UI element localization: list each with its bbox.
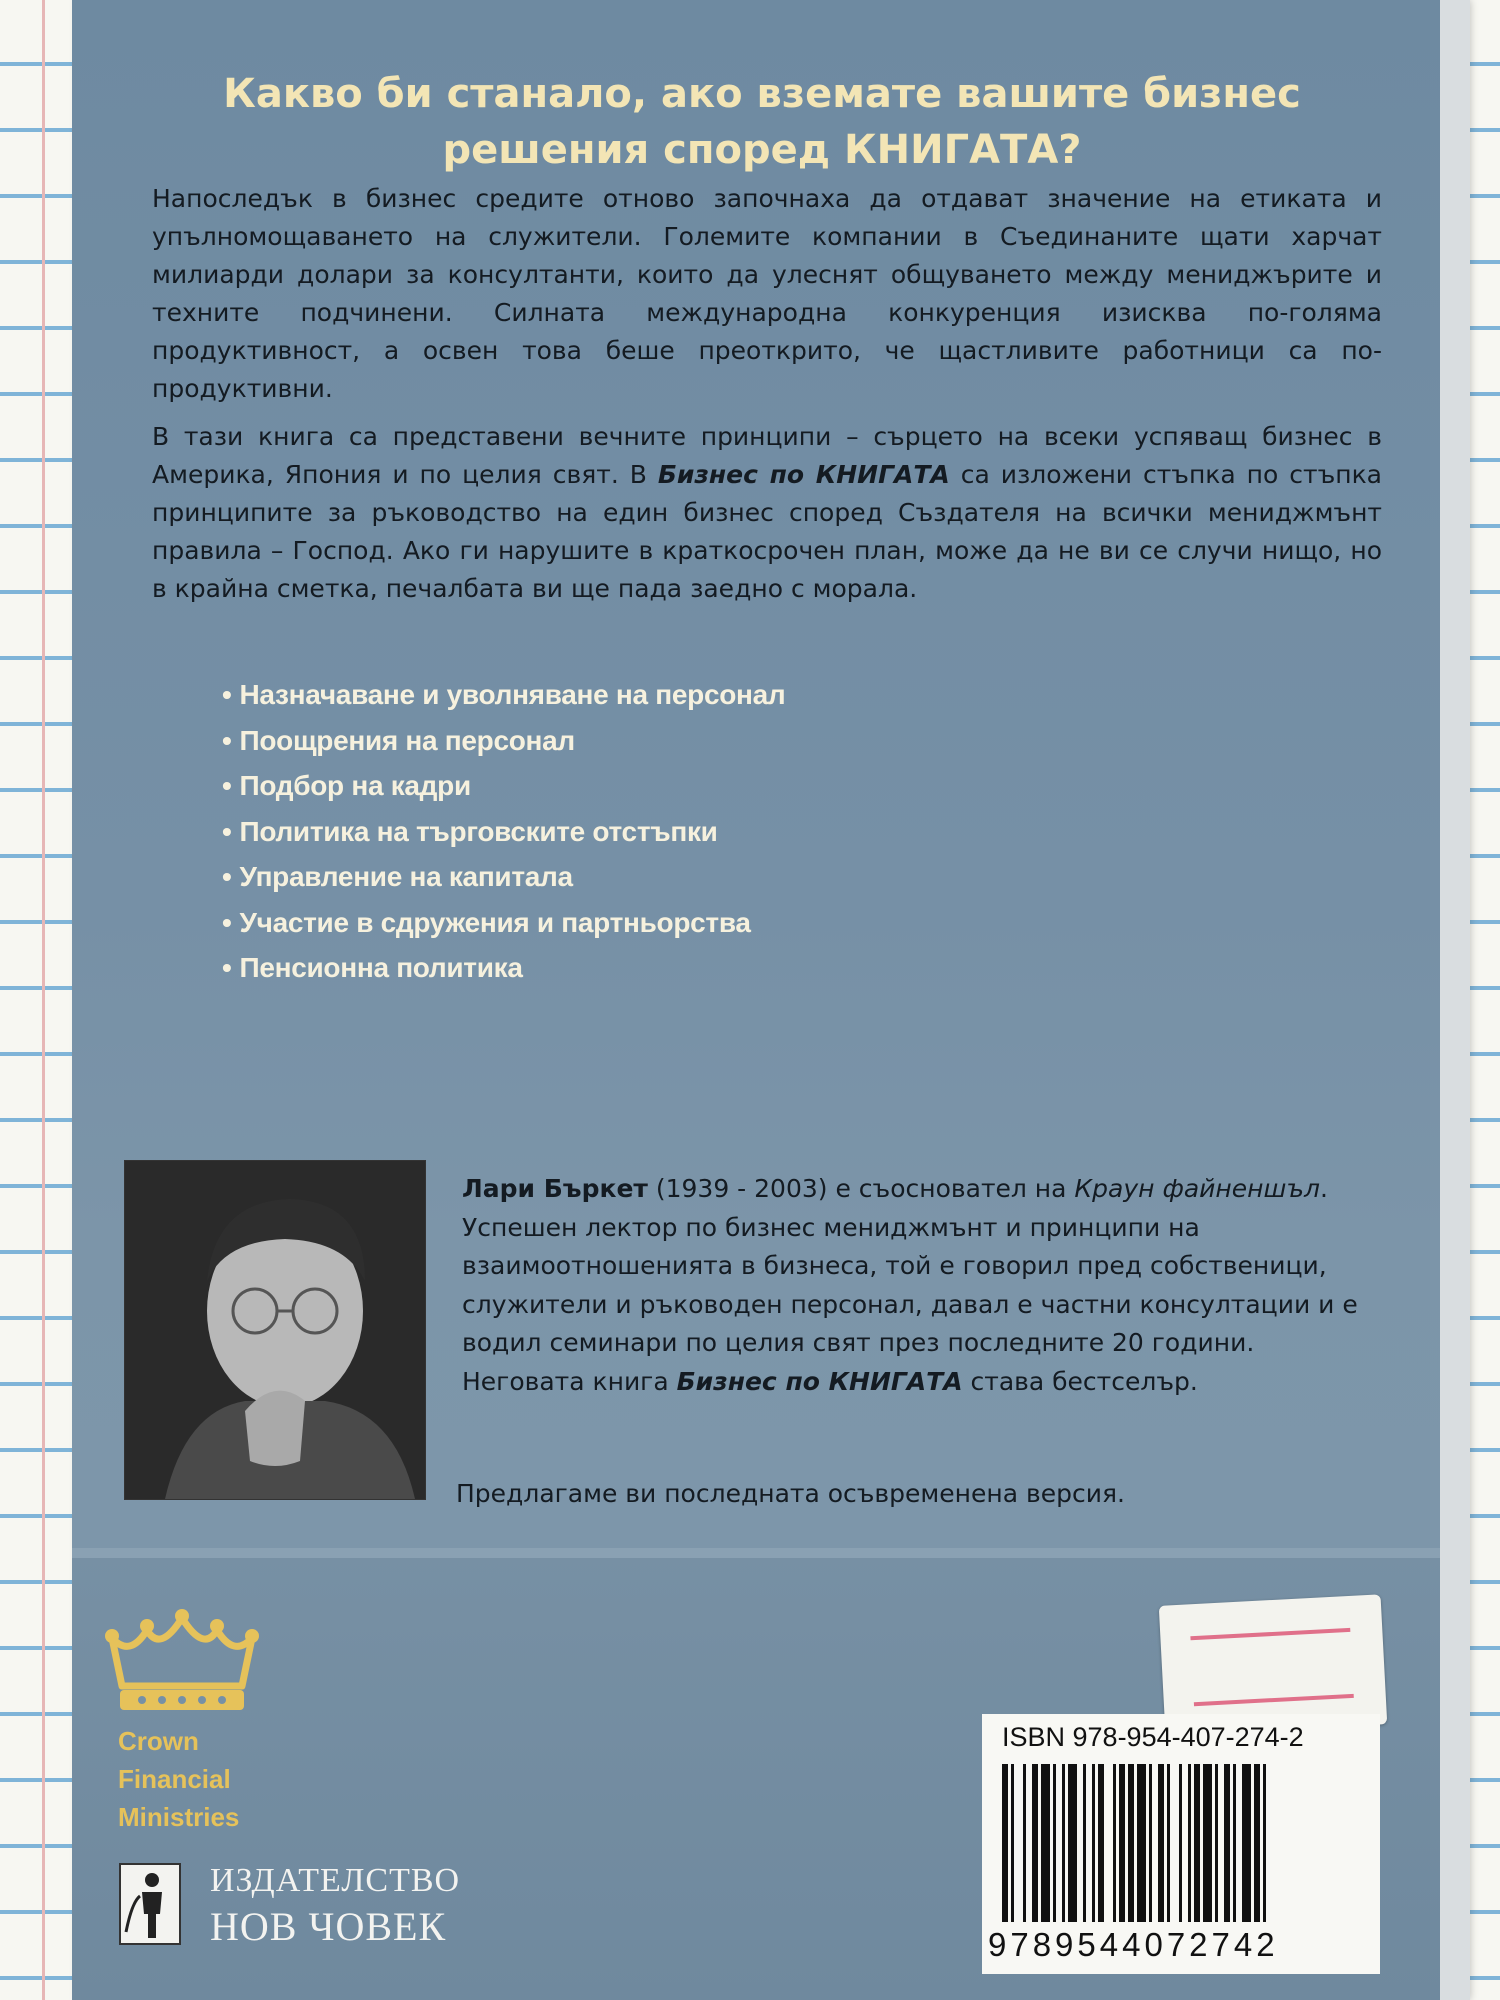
barcode-bar — [1263, 1764, 1266, 1922]
crown-financial-ministries-text — [118, 1722, 239, 1836]
barcode-bar — [1068, 1764, 1077, 1922]
principles-paragraph-end: са изложени стъпка по стъпка принципите за ръководство на един бизнес според Създателя на всички мениджмънт правила – Господ. Ако ги нарушите в краткосрочен план, може да не ви се случи нищо, но в крайна сметка, печалбата ви ще пада заедно с морала. — [152, 460, 1382, 603]
bio-text-2: става бестселър. — [962, 1366, 1198, 1396]
bio-text-1: . Успешен лектор по бизнес мениджмънт и принципи на взаимоотношенията в бизнеса, той е говорил пред собственици, служители и ръководен персонал, давал е частни консултации и е водил семинари по целия свят през последните 20 години. Неговата книга — [462, 1174, 1358, 1396]
author-name: Лари Бъркет — [462, 1174, 648, 1203]
barcode-bar — [1254, 1764, 1260, 1922]
crown-text-line-2: Financial — [118, 1764, 231, 1794]
edition-note: Предлагаме ви последната осъвременена версия. — [456, 1479, 1125, 1508]
list-item: • Пенсионна политика — [222, 952, 523, 983]
barcode-bar — [1215, 1764, 1218, 1922]
paper-margin-line — [42, 0, 45, 2000]
barcode — [1002, 1764, 1362, 1922]
barcode-bar — [1053, 1764, 1056, 1922]
barcode-bar — [1062, 1764, 1065, 1922]
barcode-bar — [1023, 1764, 1026, 1922]
list-item: • Назначаване и уволняване на персонал — [222, 679, 786, 710]
barcode-bar — [1167, 1764, 1170, 1922]
isbn-number: ISBN 978-954-407-274-2 — [1002, 1722, 1304, 1752]
barcode-bar — [1092, 1764, 1095, 1922]
price-sticker-line — [1194, 1694, 1354, 1706]
bio-years: (1939 - 2003) е съосновател на — [647, 1174, 1075, 1203]
author-bio — [462, 1170, 1382, 1401]
principles-paragraph-start: В тази книга са представени вечните принципи – сърцето на всеки успяващ бизнес в Америка, Япония и по целия свят. В — [152, 422, 1382, 489]
barcode-bar — [1224, 1764, 1230, 1922]
price-sticker-line — [1190, 1628, 1350, 1640]
headline-line-1: Какво би станало, ако вземате вашите бизнес — [223, 71, 1301, 117]
barcode-bar — [1002, 1764, 1008, 1922]
book-back-cover — [72, 0, 1464, 2000]
crown-text-line-1: Crown — [118, 1726, 199, 1756]
barcode-bar — [1194, 1764, 1200, 1922]
organization-name: Краун файненшъл — [1074, 1174, 1320, 1203]
list-item: • Управление на капитала — [222, 861, 573, 892]
list-item: • Политика на търговските отстъпки — [222, 815, 718, 847]
barcode-bar — [1188, 1764, 1191, 1922]
headline-line-2: решения според КНИГАТА? — [442, 127, 1082, 173]
bottom-band-edge — [72, 1548, 1464, 1558]
barcode-bar — [1113, 1764, 1116, 1922]
barcode-bar — [1032, 1764, 1038, 1922]
crown-icon — [102, 1608, 262, 1718]
barcode-bar — [1011, 1764, 1014, 1922]
author-photo — [124, 1160, 426, 1500]
barcode-bar — [1179, 1764, 1182, 1922]
topics-list — [222, 672, 785, 991]
ean-digits: 9789544072742 — [988, 1926, 1279, 1963]
crown-text-line-3: Ministries — [118, 1802, 240, 1832]
barcode-bar — [1233, 1764, 1236, 1922]
barcode-bar — [1242, 1764, 1251, 1922]
barcode-bar — [1149, 1764, 1152, 1922]
barcode-bar — [1137, 1764, 1146, 1922]
barcode-bar — [1083, 1764, 1086, 1922]
author-portrait-illustration — [125, 1161, 425, 1499]
book-page-edge — [1440, 0, 1470, 2000]
book-title-bio: Бизнес по КНИГАТА — [676, 1366, 963, 1396]
intro-paragraph: Напоследък в бизнес средите отново започнаха да отдават значение на етиката и упълномощаването на служители. Големите компании в Съединаните щати харчат милиарди долари за консултанти, които да улеснят общуването между мениджърите и техните подчинени. Силната международна конкуренция изисква по-голяма продуктивност, а освен това беше преоткрито, че щастливите работници са по-продуктивни. — [152, 184, 1382, 403]
headline — [132, 66, 1392, 178]
publisher-line-1: ИЗДАТЕЛСТВО — [210, 1862, 461, 1899]
publisher-line-2: НОВ ЧОВЕК — [210, 1904, 447, 1949]
principles-paragraph — [152, 418, 1382, 608]
barcode-bar — [1041, 1764, 1050, 1922]
barcode-bar — [1158, 1764, 1164, 1922]
barcode-box — [982, 1714, 1380, 1974]
list-item: • Поощрения на персонал — [222, 724, 575, 756]
person-logo-icon — [118, 1862, 182, 1946]
list-item: • Подбор на кадри — [222, 770, 471, 801]
barcode-bar — [1098, 1764, 1104, 1922]
barcode-bar — [1203, 1764, 1212, 1922]
barcode-bar — [1119, 1764, 1125, 1922]
publisher-name — [210, 1858, 460, 1950]
barcode-bar — [1128, 1764, 1134, 1922]
list-item: • Участие в сдружения и партньорства — [222, 906, 751, 938]
book-title-inline: Бизнес по КНИГАТА — [657, 460, 950, 489]
